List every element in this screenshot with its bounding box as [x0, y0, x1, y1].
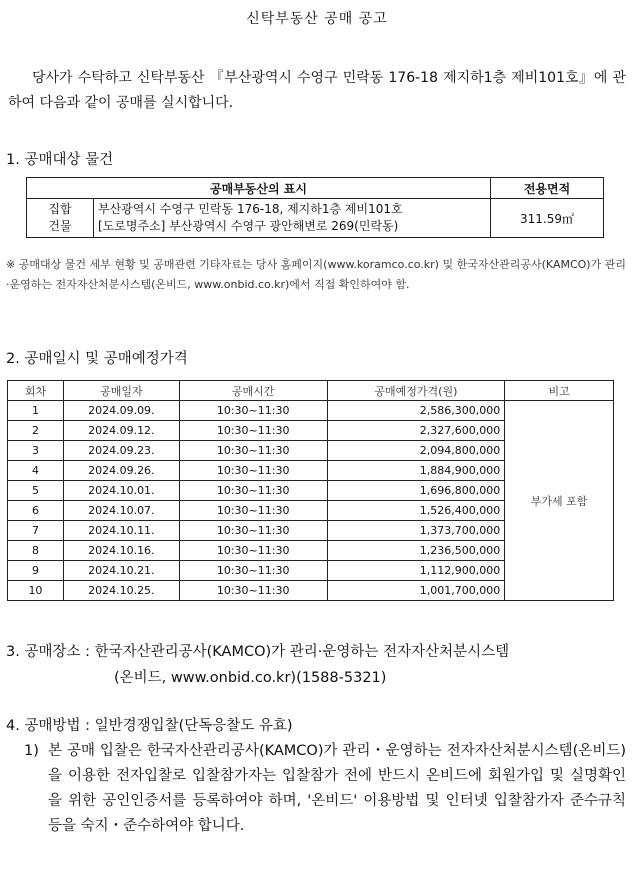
address-line2: [도로명주소] 부산광역시 수영구 광안해변로 269(민락동) [98, 219, 399, 233]
round-cell: 1 [8, 401, 64, 421]
category-line2: 건물 [48, 219, 72, 233]
document-title: 신탁부동산 공매 공고 [246, 11, 388, 27]
date-cell: 2024.09.26. [63, 461, 179, 481]
table-row [8, 401, 614, 421]
time-cell: 10:30~11:30 [179, 541, 327, 561]
round-cell: 5 [8, 481, 64, 501]
price-cell: 2,327,600,000 [327, 421, 505, 441]
time-cell: 10:30~11:30 [179, 461, 327, 481]
item-number: 1) [24, 743, 39, 759]
date-cell: 2024.10.01. [63, 481, 179, 501]
price-cell: 1,696,800,000 [327, 481, 505, 501]
round-cell: 4 [8, 461, 64, 481]
section3-place [6, 639, 626, 691]
price-cell: 1,112,900,000 [327, 561, 505, 581]
intro-paragraph: 당사가 수탁하고 신탁부동산 『부산광역시 수영구 민락동 176-18 제지하1층 제비101호』에 관하여 다음과 같이 공매를 실시합니다. [8, 70, 626, 111]
item-text: 본 공매 입찰은 한국자산관리공사(KAMCO)가 관리・운영하는 전자자산처분시스템(온비드)을 이용한 전자입찰로 입찰참가자는 입찰참가 전에 반드시 온비드에 회원가입 및 실명확인을 위한 공인인증서를 등록하여야 하며, '온비드' 이용방법 및 인터넷 입찰참가자 준수규칙 등을 숙지・준수하여야 합니다. [48, 743, 626, 834]
time-cell: 10:30~11:30 [179, 441, 327, 461]
section1-note: ※ 공매대상 물건 세부 현황 및 공매관련 기타자료는 당사 홈페이지(www.koramco.co.kr) 및 한국자산관리공사(KAMCO)가 관리·운영하는 전자자산처분시스템(온비드, www.onbid.co.kr)에서 직접 확인하여야 함. [6, 258, 626, 291]
date-cell: 2024.09.12. [63, 421, 179, 441]
time-cell: 10:30~11:30 [179, 561, 327, 581]
round-cell: 3 [8, 441, 64, 461]
round-cell: 8 [8, 541, 64, 561]
col-price: 공매예정가격(원) [327, 381, 505, 401]
round-cell: 10 [8, 581, 64, 601]
price-cell: 1,236,500,000 [327, 541, 505, 561]
section1-heading: 1. 공매대상 물건 [6, 152, 114, 168]
col-time: 공매시간 [179, 381, 327, 401]
section4-item [24, 739, 626, 839]
section2-heading: 2. 공매일시 및 공매예정가격 [6, 351, 188, 367]
price-cell: 1,526,400,000 [327, 501, 505, 521]
price-cell: 2,586,300,000 [327, 401, 505, 421]
property-area: 311.59㎡ [491, 199, 604, 238]
time-cell: 10:30~11:30 [179, 501, 327, 521]
round-cell: 6 [8, 501, 64, 521]
round-cell: 2 [8, 421, 64, 441]
header-area: 전용면적 [491, 178, 604, 199]
date-cell: 2024.10.16. [63, 541, 179, 561]
price-cell: 1,884,900,000 [327, 461, 505, 481]
property-address [94, 199, 491, 238]
time-cell: 10:30~11:30 [179, 401, 327, 421]
col-date: 공매일자 [63, 381, 179, 401]
auction-schedule-table [7, 380, 614, 601]
price-cell: 2,094,800,000 [327, 441, 505, 461]
section3-line2: (온비드, www.onbid.co.kr)(1588-5321) [114, 670, 387, 686]
section3-line1: 3. 공매장소 : 한국자산관리공사(KAMCO)가 관리·운영하는 전자자산처분시스템 [6, 644, 510, 660]
remark-cell: 부가세 포함 [505, 401, 614, 601]
time-cell: 10:30~11:30 [179, 421, 327, 441]
time-cell: 10:30~11:30 [179, 481, 327, 501]
round-cell: 9 [8, 561, 64, 581]
section4-heading: 4. 공매방법 : 일반경쟁입찰(단독응찰도 유효) [6, 718, 293, 734]
header-property: 공매부동산의 표시 [27, 178, 491, 199]
schedule-header-row [8, 381, 614, 401]
date-cell: 2024.10.25. [63, 581, 179, 601]
property-category [27, 199, 94, 238]
address-line1: 부산광역시 수영구 민락동 176-18, 제지하1층 제비101호 [98, 202, 403, 216]
property-table [26, 177, 604, 238]
property-table-header [27, 178, 604, 199]
col-remark: 비고 [505, 381, 614, 401]
price-cell: 1,001,700,000 [327, 581, 505, 601]
round-cell: 7 [8, 521, 64, 541]
date-cell: 2024.10.07. [63, 501, 179, 521]
time-cell: 10:30~11:30 [179, 581, 327, 601]
time-cell: 10:30~11:30 [179, 521, 327, 541]
date-cell: 2024.09.09. [63, 401, 179, 421]
date-cell: 2024.10.11. [63, 521, 179, 541]
date-cell: 2024.10.21. [63, 561, 179, 581]
date-cell: 2024.09.23. [63, 441, 179, 461]
category-line1: 집합 [48, 202, 72, 216]
property-table-row [27, 199, 604, 238]
col-round: 회차 [8, 381, 64, 401]
price-cell: 1,373,700,000 [327, 521, 505, 541]
